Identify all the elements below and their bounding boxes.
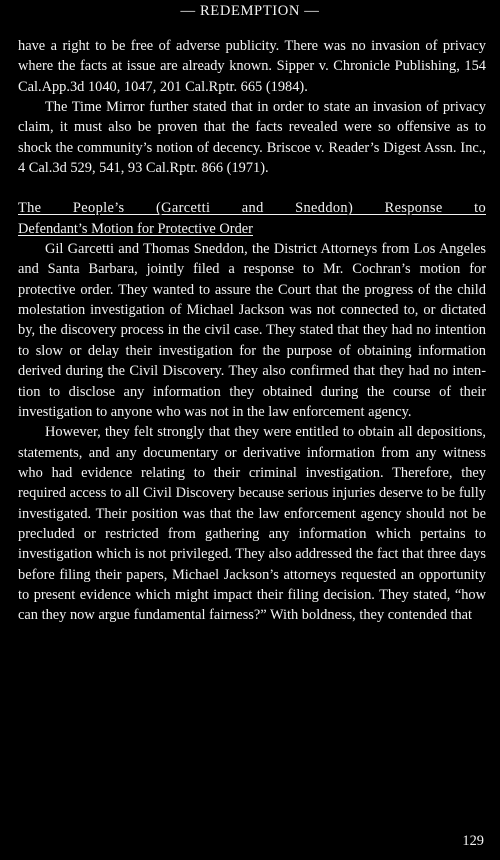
body-text: [18, 36, 486, 626]
page-number: 129: [462, 833, 484, 849]
running-head: — REDEMPTION —: [180, 3, 320, 19]
section-heading-line-1: The People’s (Garcetti and Sneddon) Response to: [18, 200, 486, 217]
paragraph-privacy-continued: have a right to be free of adverse publicity. There was no invasion of privacy where the facts at issue are already known. Sipper v. Chronicle Publishing, 154 Cal.App.3d 1040, 1047, 201 Cal.Rptr. 665 (1984).: [18, 38, 486, 95]
section-heading-line-2: Defendant’s Motion for Protective Order: [18, 220, 253, 237]
section-spacer: [18, 178, 486, 198]
section-heading: [18, 198, 486, 239]
paragraph-time-mirror: The Time Mirror further stated that in order to state an invasion of privacy claim, it must also be proven that the facts revealed were so offensive as to shock the community’s notion of decency. Briscoe v. Reader’s Digest Assn. Inc., 4 Cal.3d 529, 541, 93 Cal.Rptr. 866 (1971).: [18, 99, 486, 177]
paragraph-garcetti-sneddon: Gil Garcetti and Thomas Sneddon, the District Attorneys from Los Angeles and Santa Barbara, jointly filed a response to Mr. Cochran’s motion for protective order. They wanted to assure the Court that the progress of the child molestation investigation of Michael Jackson was not connected to, or dictated by, the discovery process in the civil case. They stated that they had no intention to slow or delay their investigation for the purpose of obtaining information derived during the Civil Discovery. They also confirmed that they had no intention to disclose any information they obtained during the course of their investigation to anyone who was not in the law enforcement agency.: [18, 241, 486, 420]
paragraph-however: However, they felt strongly that they were entitled to obtain all depositions, statements, and any documentary or derivative information from any witness who had evidence relating to their criminal investigation. Therefore, they required access to all Civil Discovery because serious injuries deserve to be fully investigated. Their position was that the law enforcement agency should not be precluded or restricted from gathering any information which pertains to investigation which is not privileged. They also addressed the fact that three days before filing their papers, Michael Jackson’s attorneys requested an opportunity to present evidence which might impact their filing decision. They stated, “how can they now argue fundamental fairness?” With boldness, they contended that: [18, 424, 486, 624]
